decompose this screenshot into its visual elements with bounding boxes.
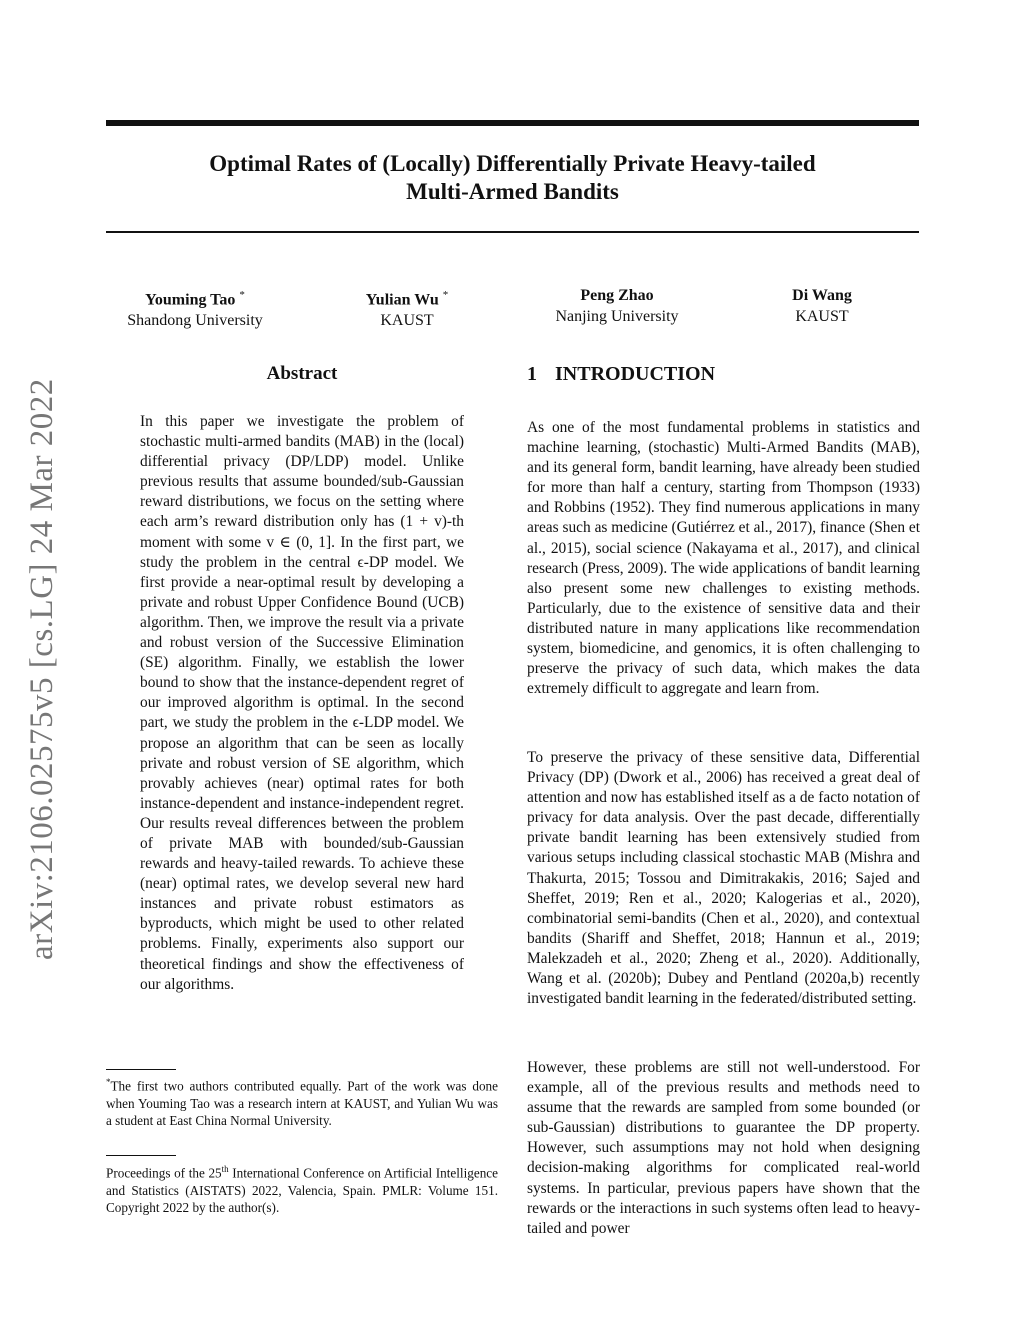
proceedings-text-end: International Conference on Artificial Intelligence and Statistics (AISTATS) 2022, Valencia, Spain. PMLR: Volume 151. Copyright 2022 by the author(s). [106, 1165, 498, 1215]
footnote-mark: * [106, 1077, 111, 1087]
author-name: Youming Tao [145, 291, 236, 309]
footnote-rule [106, 1069, 176, 1070]
section-number: 1 [527, 363, 537, 385]
section-heading [527, 363, 715, 386]
author-yulian-wu [366, 285, 449, 331]
author-name: Yulian Wu [365, 291, 439, 309]
footnote-equal-contribution [106, 1074, 498, 1129]
intro-paragraph-1: As one of the most fundamental problems in statistics and machine learning, (stochastic) Multi-Armed Bandits (MAB), and its general form, bandit learning, have already been studied for more than half a century, starting from Thompson (1933) and Robbins (1952). They find numerous applications in many areas such as medicine (Gutiérrez et al., 2017), finance (Shen et al., 2015), social science (Nakayama et al., 2017), and clinical research (Press, 2009). The wide applications of bandit learning also present some new challenges to existing methods. Particularly, due to the existence of sensitive data and their distributed nature in many applications like recommendation system, biomedicine, and genomics, it is often challenging to preserve the privacy of such data, which makes the data extremely difficult to aggregate and learn from. [527, 419, 920, 698]
author-peng-zhao [555, 285, 678, 327]
title-line-2: Multi-Armed Bandits [406, 179, 619, 204]
footnote-proceedings [106, 1161, 498, 1216]
section-title: INTRODUCTION [555, 363, 716, 385]
proceedings-text-start: Proceedings of the 25 [106, 1165, 222, 1181]
proceedings-rule [106, 1155, 176, 1156]
proceedings-ordinal: th [221, 1164, 229, 1174]
paper-title [106, 150, 919, 206]
abstract-heading: Abstract [266, 363, 338, 384]
abstract-body: In this paper we investigate the problem of stochastic multi-armed bandits (MAB) in the (local) differential privacy (DP/LDP) model. Unlike previous results that assume bounded/sub-Gaussian reward distributions, we focus on the setting where each arm’s reward distribution only has (1 + v)-th moment with some v ∈ (0, 1]. In the first part, we study the problem in the central ϵ-DP model. We first provide a near-optimal result by developing a private and robust Upper Confidence Bound (UCB) algorithm. Then, we improve the result via a private and robust version of the Successive Elimination (SE) algorithm. Finally, we establish the lower bound to show that the instance-dependent regret of our improved algorithm is optimal. In the second part, we study the problem in the ϵ-LDP model. We propose an algorithm that can be seen as locally private and robust version of SE algorithm, which provably achieves (near) optimal rates for both instance-dependent and instance-independent regret. Our results reveal differences between the problem of private MAB with bounded/sub-Gaussian rewards and heavy-tailed rewards. To achieve these (near) optimal rates, we develop several new hard instances and private robust estimators as byproducts, which might be used to other related problems. Finally, experiments also support our theoretical findings and show the effectiveness of our algorithms. [140, 413, 464, 993]
title-line-1: Optimal Rates of (Locally) Differentially Private Heavy-tailed [209, 151, 816, 176]
intro-paragraph-3: However, these problems are still not well-understood. For example, all of the previous results and methods need to assume that the rewards are sampled from some bounded (or sub-Gaussian) distributions to guarantee the DP property. However, such assumptions may not hold when designing decision-making algorithms for complicated real-world systems. In particular, previous papers have shown that the rewards or the interactions in such systems often lead to heavy-tailed and power [527, 1059, 920, 1237]
arxiv-identifier: arXiv:2106.02575v5 [cs.LG] 24 Mar 2022 [24, 378, 60, 960]
title-rule-bottom [106, 231, 919, 233]
title-rule-top [106, 120, 919, 126]
author-affiliation: KAUST [795, 308, 849, 325]
author-affiliation: KAUST [380, 312, 434, 330]
intro-paragraph-2: To preserve the privacy of these sensitive data, Differential Privacy (DP) (Dwork et al., 2006) has received a great deal of attention and now has established itself as a de facto notation of privacy for data analysis. Over the past decade, differentially private bandit learning has been extensively studied from various setups including classical stochastic MAB (Mishra and Thakurta, 2015; Tossou and Dimitrakakis, 2016; Sajed and Sheffet, 2019; Ren et al., 2020; Kalogerias et al., 2020), combinatorial semi-bandits (Chen et al., 2020), and contextual bandits (Shariff and Sheffet, 2018; Hannun et al., 2019; Malekzadeh et al., 2020; Zheng et al., 2020). Additionally, Wang et al. (2020b); Dubey and Pentland (2020a,b) recently investigated bandit learning in the federated/distributed setting. [527, 749, 920, 1008]
author-di-wang [792, 285, 852, 327]
author-affiliation: Nanjing University [555, 308, 679, 325]
author-affiliation: Shandong University [127, 312, 263, 330]
footnote-text: The first two authors contributed equally. Part of the work was done when Youming Tao was a research intern at KAUST, and Yulian Wu was a student at East China Normal University. [106, 1078, 498, 1128]
author-youming-tao [127, 285, 263, 331]
author-name: Peng Zhao [580, 287, 654, 304]
author-name: Di Wang [792, 287, 852, 304]
author-footnote-mark: * [239, 289, 245, 301]
author-footnote-mark: * [442, 289, 449, 301]
author-block [106, 285, 919, 335]
